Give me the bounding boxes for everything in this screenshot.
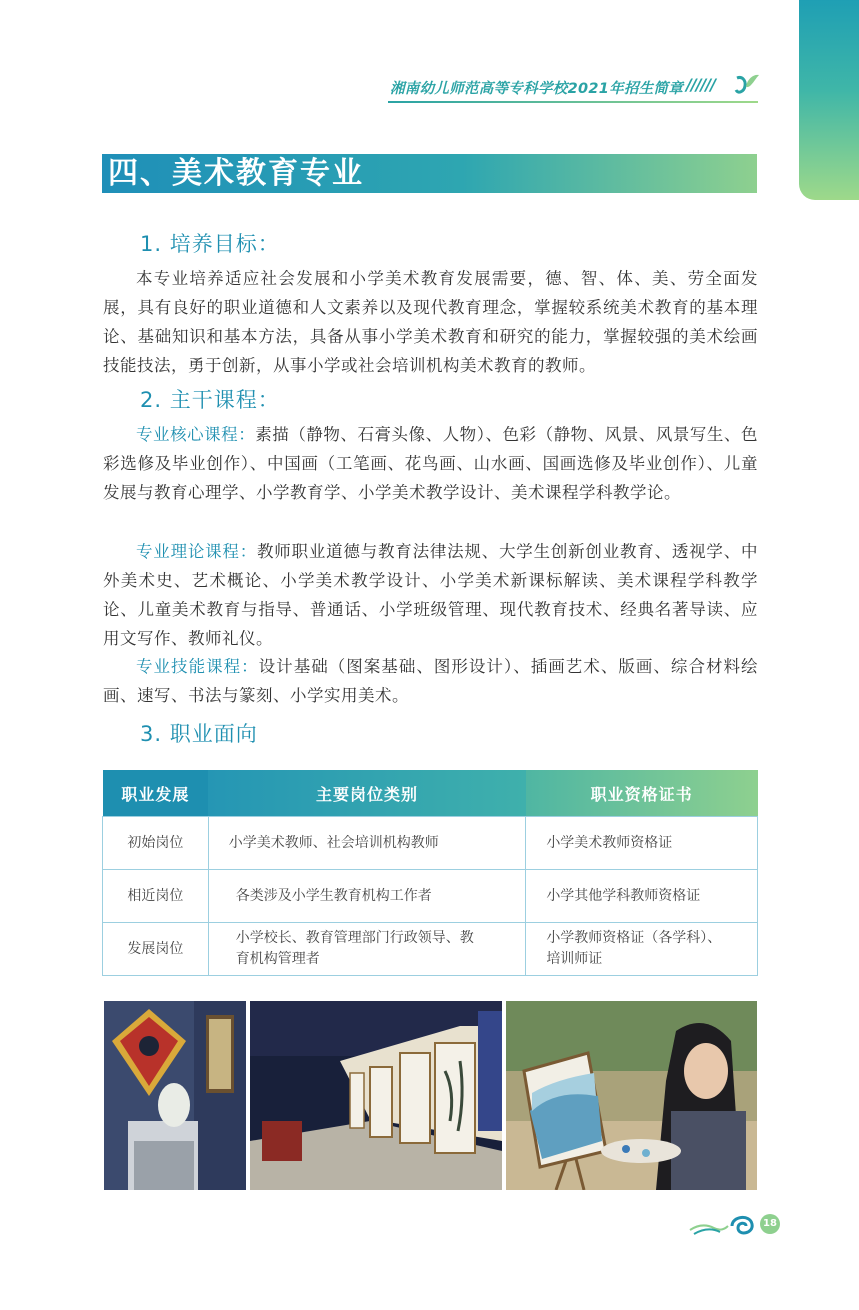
wave-ornament-icon — [688, 1212, 758, 1238]
header-underline — [388, 101, 758, 103]
section-title-bar — [102, 154, 757, 193]
objectives-heading: 1. 培养目标： — [140, 232, 280, 256]
row-level: 相近岗位 — [103, 870, 209, 923]
theory-courses-label: 专业理论课程： — [136, 542, 257, 561]
theory-courses-text: 教师职业道德与教育法律法规、大学生创新创业教育、透视学、中外美术史、艺术概论、小学美术教学设计、小学美术新课标解读、美术课程学科教学论、儿童美术教育与指导、普通话、小学班级管理、现代教育技术、经典名著导读、应用文写作、教师礼仪。 — [103, 542, 759, 648]
page-number-badge: 18 — [760, 1214, 780, 1234]
row-level: 发展岗位 — [103, 923, 209, 976]
header-title: 湘南幼儿师范高等专科学校2021年招生简章 — [390, 81, 684, 97]
school-logo-icon — [734, 72, 760, 98]
photo-art-display — [104, 1001, 246, 1190]
row-positions: 各类涉及小学生教育机构工作者 — [208, 870, 526, 923]
column-header: 主要岗位类别 — [208, 770, 526, 817]
skill-courses — [103, 652, 758, 710]
row-positions: 小学校长、教育管理部门行政领导、教育机构管理者 — [208, 923, 526, 976]
column-header: 职业发展 — [103, 770, 209, 817]
row-certificates: 小学教师资格证（各学科）、培训师证 — [526, 923, 758, 976]
section-title: 四、美术教育专业 — [108, 156, 364, 191]
core-courses-label: 专业核心课程： — [136, 425, 256, 444]
skill-courses-label: 专业技能课程： — [136, 657, 259, 676]
skill-courses-text: 设计基础（图案基础、图形设计）、插画艺术、版画、综合材料绘画、速写、书法与篆刻、小学实用美术。 — [103, 657, 759, 705]
objectives-text: 本专业培养适应社会发展和小学美术教育发展需要，德、智、体、美、劳全面发展，具有良好的职业道德和人文素养以及现代教育理念，掌握较系统美术教育的基本理论、基础知识和基本方法，具备从事小学美术教育和研究的能力，掌握较强的美术绘画技能技法，勇于创新，从事小学或社会培训机构美术教育的教师。 — [103, 269, 758, 375]
table-row — [103, 870, 758, 923]
table-row — [103, 817, 758, 870]
core-courses — [103, 420, 758, 507]
core-courses-text: 素描（静物、石膏头像、人物）、色彩（静物、风景、风景写生、色彩选修及毕业创作）、中国画（工笔画、花鸟画、山水画、国画选修及毕业创作）、儿童发展与教育心理学、小学教育学、小学美术教学设计、美术课程学科教学论。 — [103, 425, 759, 502]
row-certificates: 小学其他学科教师资格证 — [526, 870, 758, 923]
corner-tab — [799, 0, 859, 200]
table-row — [103, 923, 758, 976]
career-table — [102, 770, 758, 976]
header-slashes: ////// — [686, 75, 716, 94]
career-heading: 3. 职业面向 — [140, 722, 258, 746]
courses-heading: 2. 主干课程： — [140, 388, 280, 412]
page-header — [388, 72, 758, 102]
photo-gallery-hall — [250, 1001, 502, 1190]
theory-courses — [103, 537, 758, 653]
photo-outdoor-painting — [506, 1001, 757, 1190]
row-level: 初始岗位 — [103, 817, 209, 870]
career-table-header — [103, 770, 758, 817]
row-certificates: 小学美术教师资格证 — [526, 817, 758, 870]
row-positions: 小学美术教师、社会培训机构教师 — [208, 817, 526, 870]
page-footer — [688, 1212, 777, 1242]
column-header: 职业资格证书 — [526, 770, 758, 817]
